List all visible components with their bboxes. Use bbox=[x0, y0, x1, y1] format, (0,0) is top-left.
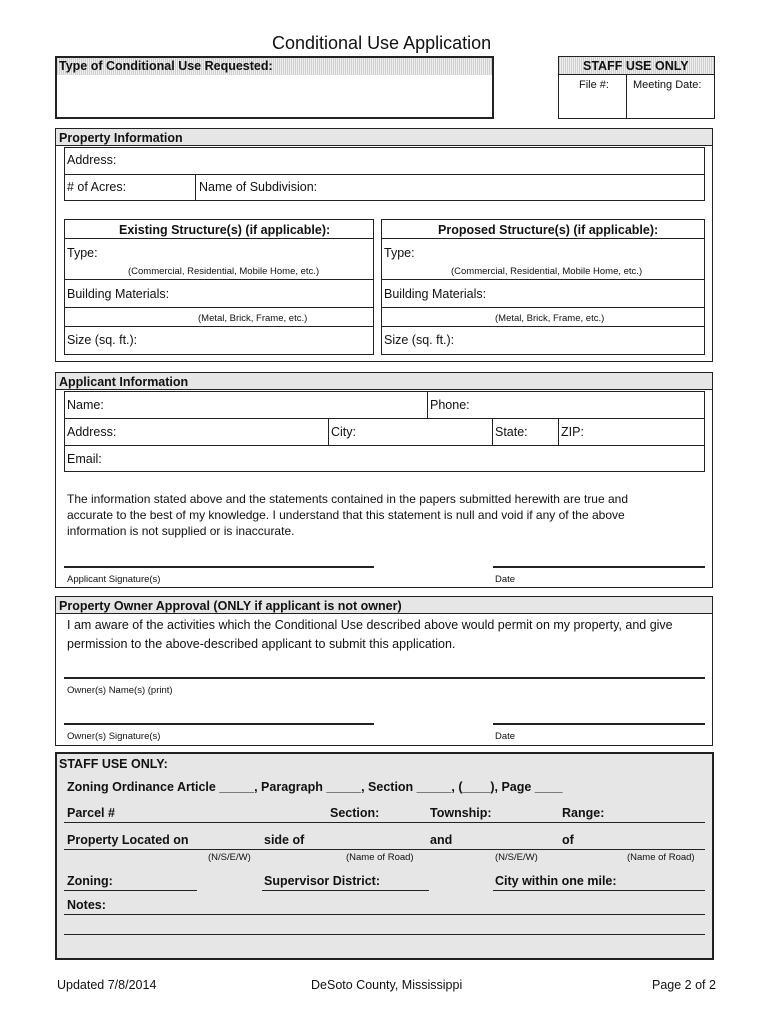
divider bbox=[381, 307, 705, 308]
staff-only-header: STAFF USE ONLY: bbox=[59, 757, 168, 771]
applicant-phone-label[interactable]: Phone: bbox=[430, 398, 470, 412]
divider bbox=[64, 279, 374, 280]
divider bbox=[381, 238, 705, 239]
located-on-label[interactable]: Property Located on bbox=[67, 833, 189, 847]
applicant-state-label[interactable]: State: bbox=[495, 425, 528, 439]
applicant-signature-label: Applicant Signature(s) bbox=[67, 574, 161, 585]
and-label[interactable]: and bbox=[430, 833, 453, 847]
divider bbox=[381, 326, 705, 327]
property-address-label[interactable]: Address: bbox=[67, 153, 117, 167]
owner-name-line[interactable] bbox=[64, 677, 705, 679]
owner-header: Property Owner Approval (ONLY if applicant is not owner) bbox=[59, 599, 402, 613]
zoning-label[interactable]: Zoning: bbox=[67, 874, 113, 888]
direction-hint-1: (N/S/E/W) bbox=[208, 852, 251, 863]
parcel-line bbox=[64, 822, 705, 823]
divider bbox=[626, 74, 627, 119]
proposed-type-hint: (Commercial, Residential, Mobile Home, etc.) bbox=[451, 266, 643, 277]
certification-line-3: information is not supplied or is inaccurate. bbox=[67, 524, 295, 538]
applicant-address-label[interactable]: Address: bbox=[67, 425, 117, 439]
existing-type-label[interactable]: Type: bbox=[67, 246, 98, 260]
notes-line-1 bbox=[64, 914, 705, 915]
proposed-type-label[interactable]: Type: bbox=[384, 246, 415, 260]
footer-county: DeSoto County, Mississippi bbox=[311, 978, 463, 992]
divider bbox=[64, 238, 374, 239]
applicant-zip-label[interactable]: ZIP: bbox=[561, 425, 584, 439]
range-label[interactable]: Range: bbox=[562, 806, 605, 820]
divider bbox=[492, 418, 493, 445]
divider bbox=[64, 307, 374, 308]
road-hint-1: (Name of Road) bbox=[346, 852, 414, 863]
owner-statement-line-1: I am aware of the activities which the Conditional Use described above would permit on my property, and give bbox=[67, 618, 673, 632]
applicant-city-label[interactable]: City: bbox=[331, 425, 356, 439]
notes-label[interactable]: Notes: bbox=[67, 898, 106, 912]
supervisor-line bbox=[262, 890, 429, 891]
section-label[interactable]: Section: bbox=[330, 806, 380, 820]
direction-hint-2: (N/S/E/W) bbox=[495, 852, 538, 863]
acres-label[interactable]: # of Acres: bbox=[67, 180, 127, 194]
notes-line-2 bbox=[64, 934, 705, 935]
owner-name-label: Owner(s) Name(s) (print) bbox=[67, 685, 173, 696]
existing-type-hint: (Commercial, Residential, Mobile Home, etc.) bbox=[128, 266, 320, 277]
proposed-materials-label[interactable]: Building Materials: bbox=[384, 287, 487, 301]
certification-line-1: The information stated above and the statements contained in the papers submitted herewith are true and bbox=[67, 492, 629, 506]
divider bbox=[64, 326, 374, 327]
applicant-date-label: Date bbox=[495, 574, 516, 585]
proposed-structure-header: Proposed Structure(s) (if applicable): bbox=[438, 223, 659, 237]
divider bbox=[64, 174, 705, 175]
location-line bbox=[64, 849, 705, 850]
city-within-label[interactable]: City within one mile: bbox=[495, 874, 617, 888]
staff-use-title: STAFF USE ONLY bbox=[583, 59, 689, 73]
township-label[interactable]: Township: bbox=[430, 806, 492, 820]
divider bbox=[64, 418, 705, 419]
page-title: Conditional Use Application bbox=[272, 33, 492, 53]
owner-signature-line[interactable] bbox=[64, 723, 374, 725]
zoning-article-line[interactable]: Zoning Ordinance Article _____, Paragraph _____, Section _____, (____), Page ____ bbox=[67, 780, 563, 794]
applicant-signature-line[interactable] bbox=[64, 566, 374, 568]
divider bbox=[381, 279, 705, 280]
certification-line-2: accurate to the best of my knowledge. I understand that this statement is null and void if any of the above bbox=[67, 508, 625, 522]
divider bbox=[328, 418, 329, 445]
file-number-label: File #: bbox=[579, 79, 609, 91]
divider bbox=[427, 391, 428, 418]
divider bbox=[558, 418, 559, 445]
divider bbox=[559, 74, 714, 75]
owner-date-line[interactable] bbox=[493, 723, 705, 725]
parcel-label[interactable]: Parcel # bbox=[67, 806, 115, 820]
type-of-use-field[interactable] bbox=[58, 76, 491, 116]
existing-materials-label[interactable]: Building Materials: bbox=[67, 287, 170, 301]
owner-date-label: Date bbox=[495, 731, 516, 742]
meeting-date-label: Meeting Date: bbox=[633, 79, 702, 91]
property-header: Property Information bbox=[59, 131, 183, 145]
side-of-label[interactable]: side of bbox=[264, 833, 305, 847]
divider bbox=[64, 445, 705, 446]
proposed-size-label[interactable]: Size (sq. ft.): bbox=[384, 333, 455, 347]
city-within-line bbox=[493, 890, 705, 891]
footer-page: Page 2 of 2 bbox=[652, 978, 716, 992]
applicant-grid bbox=[64, 391, 705, 472]
applicant-email-label[interactable]: Email: bbox=[67, 452, 102, 466]
proposed-materials-hint: (Metal, Brick, Frame, etc.) bbox=[495, 313, 605, 324]
applicant-date-line[interactable] bbox=[493, 566, 705, 568]
footer-updated: Updated 7/8/2014 bbox=[57, 978, 157, 992]
subdivision-label[interactable]: Name of Subdivision: bbox=[199, 180, 318, 194]
supervisor-district-label[interactable]: Supervisor District: bbox=[264, 874, 381, 888]
existing-materials-hint: (Metal, Brick, Frame, etc.) bbox=[198, 313, 308, 324]
of-label[interactable]: of bbox=[562, 833, 574, 847]
road-hint-2: (Name of Road) bbox=[627, 852, 695, 863]
divider bbox=[195, 174, 196, 201]
owner-statement-line-2: permission to the above-described applicant to submit this application. bbox=[67, 637, 456, 651]
zoning-line bbox=[64, 890, 197, 891]
applicant-header: Applicant Information bbox=[59, 375, 189, 389]
type-of-use-label: Type of Conditional Use Requested: bbox=[59, 59, 273, 73]
applicant-name-label[interactable]: Name: bbox=[67, 398, 104, 412]
existing-size-label[interactable]: Size (sq. ft.): bbox=[67, 333, 138, 347]
existing-structure-header: Existing Structure(s) (if applicable): bbox=[119, 223, 331, 237]
owner-signature-label: Owner(s) Signature(s) bbox=[67, 731, 161, 742]
